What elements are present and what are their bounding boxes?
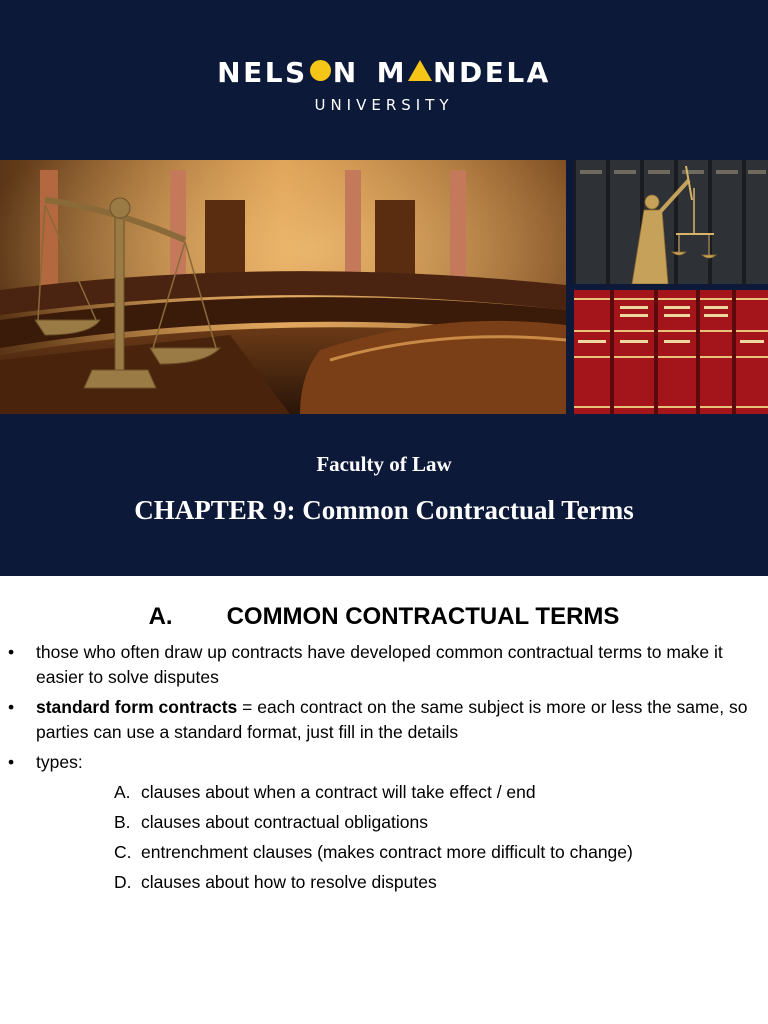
bullet-text: those who often draw up contracts have developed common contractual terms to make it easier to solve disputes bbox=[36, 642, 723, 687]
type-item bbox=[114, 870, 633, 900]
type-letter: C. bbox=[114, 842, 132, 862]
logo-subtitle: UNIVERSITY bbox=[314, 96, 454, 114]
type-item bbox=[114, 780, 633, 810]
logo-sun-dot bbox=[310, 60, 331, 81]
bullet-bold-term: standard form contracts bbox=[36, 697, 238, 717]
bullet-list bbox=[8, 640, 753, 780]
bullet-item bbox=[8, 750, 753, 775]
content-slide bbox=[0, 576, 768, 1024]
section-number: A. bbox=[148, 603, 173, 630]
type-item bbox=[114, 840, 633, 870]
faculty-title: Faculty of Law bbox=[316, 452, 452, 476]
bullet-text: = each contract on the same subject is more or less the same, so parties can use a standard format, just fill in the details bbox=[36, 697, 748, 742]
bullet-text: types: bbox=[36, 752, 83, 772]
logo-word-mandela-prefix: M bbox=[376, 55, 408, 89]
university-logo bbox=[0, 54, 768, 89]
type-text: clauses about when a contract will take effect / end bbox=[141, 782, 536, 802]
section-heading bbox=[0, 603, 768, 631]
logo-word-nelson-prefix: NELS bbox=[217, 55, 308, 89]
type-text: clauses about how to resolve disputes bbox=[141, 872, 437, 892]
type-item bbox=[114, 810, 633, 840]
bullet-item bbox=[8, 640, 753, 690]
lady-justice-photo bbox=[574, 160, 768, 284]
type-letter: D. bbox=[114, 872, 132, 892]
logo-triangle bbox=[408, 60, 432, 81]
types-list bbox=[114, 780, 633, 900]
logo-word-nelson-suffix: N bbox=[332, 55, 359, 89]
type-letter: A. bbox=[114, 782, 131, 802]
section-title: COMMON CONTRACTUAL TERMS bbox=[226, 603, 620, 630]
bullet-marker: • bbox=[8, 752, 15, 772]
bullet-item bbox=[8, 695, 753, 745]
logo-word-mandela-suffix: NDELA bbox=[433, 55, 551, 89]
type-text: entrenchment clauses (makes contract more difficult to change) bbox=[141, 842, 633, 862]
bullet-marker: • bbox=[8, 642, 15, 662]
chapter-title: CHAPTER 9: Common Contractual Terms bbox=[134, 495, 634, 525]
law-books-photo bbox=[574, 290, 768, 414]
type-text: clauses about contractual obligations bbox=[141, 812, 428, 832]
bullet-marker: • bbox=[8, 697, 15, 717]
type-letter: B. bbox=[114, 812, 131, 832]
courtroom-photo bbox=[0, 160, 566, 414]
